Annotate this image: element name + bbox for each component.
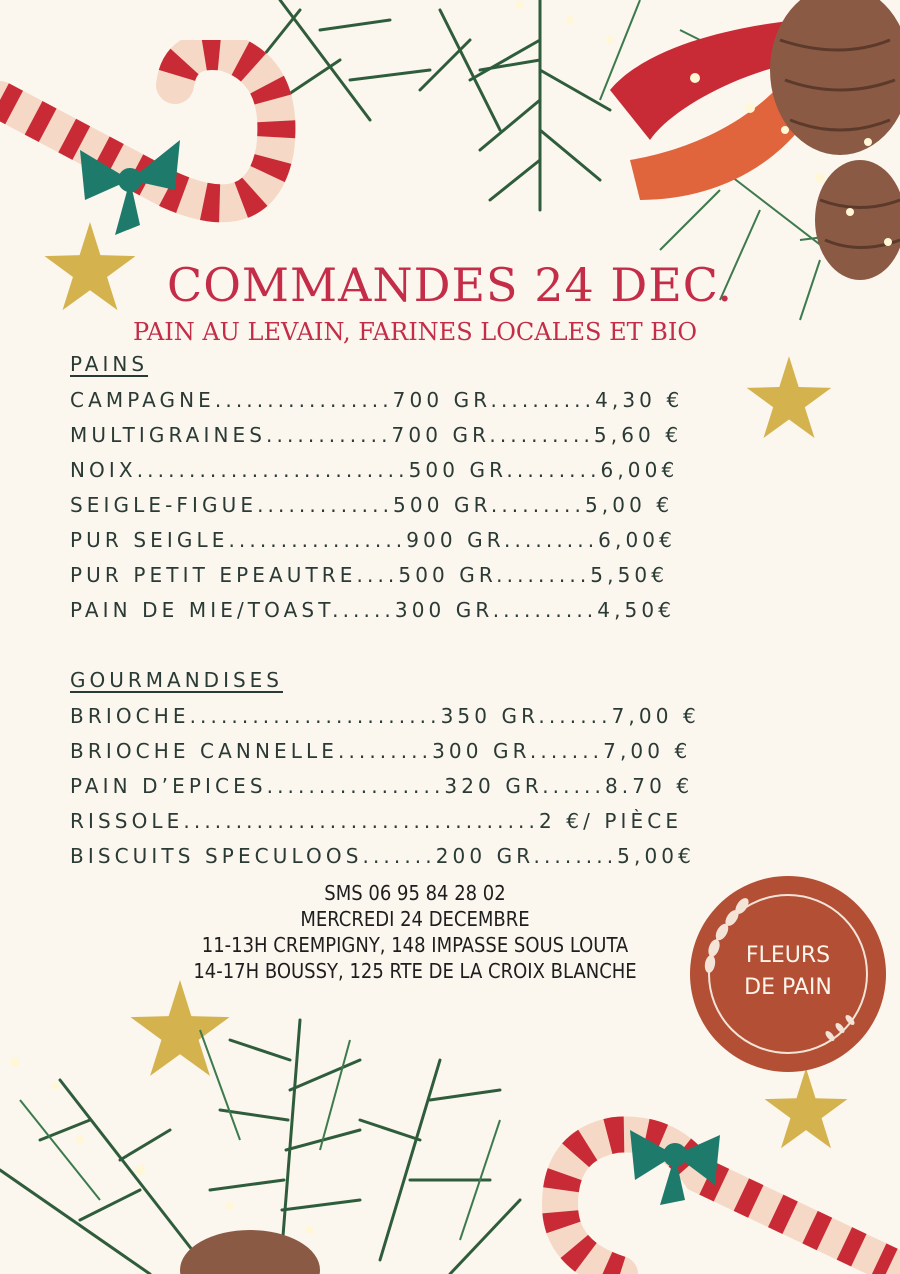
page-title: COMMANDES 24 DEC.	[167, 258, 733, 312]
price-row: PUR SEIGLE.................900 GR.........6,00€	[70, 528, 676, 552]
price-row: BRIOCHE........................350 GR.......7,00 €	[70, 704, 700, 728]
contact-info	[130, 880, 700, 984]
price-row: PUR PETIT EPEAUTRE....500 GR.........5,50€	[70, 563, 669, 587]
price-row: BISCUITS SPECULOOS.......200 GR........5,00€	[70, 844, 695, 868]
candy-cane-bottom-right-decoration	[530, 1115, 900, 1274]
contact-date: MERCREDI 24 DECEMBRE	[300, 907, 530, 931]
contact-location-2: 14-17H BOUSSY, 125 RTE DE LA CROIX BLANCHE	[193, 959, 637, 983]
fleurs-de-pain-logo	[690, 876, 886, 1072]
candy-cane-top-left-decoration	[0, 40, 310, 240]
price-row: SEIGLE-FIGUE.............500 GR.........5,00 €	[70, 493, 674, 517]
logo-line-1: FLEURS	[745, 943, 831, 968]
star-right-decoration	[745, 356, 833, 440]
pine-branches-bottom-decoration	[0, 1000, 600, 1274]
price-row: BRIOCHE CANNELLE.........300 GR.......7,00 €	[70, 739, 692, 763]
contact-sms: SMS 06 95 84 28 02	[324, 881, 506, 905]
section-heading-pains: PAINS	[70, 352, 149, 376]
page-subtitle: PAIN AU LEVAIN, FARINES LOCALES ET BIO	[132, 318, 698, 346]
logo-text	[690, 940, 886, 1004]
price-row: PAIN D’EPICES.................320 GR......8.70 €	[70, 774, 694, 798]
price-row: MULTIGRAINES............700 GR..........5,60 €	[70, 423, 683, 447]
price-row: NOIX..........................500 GR.........6,00€	[70, 458, 679, 482]
section-heading-gourmandises: GOURMANDISES	[70, 668, 283, 692]
wheat-small-icon	[818, 1014, 858, 1044]
price-row: PAIN DE MIE/TOAST......300 GR..........4,50€	[70, 598, 676, 622]
logo-line-2: DE PAIN	[744, 975, 832, 1000]
price-row: RISSOLE..................................2 €/ PIÈCE	[70, 809, 683, 833]
contact-location-1: 11-13H CREMPIGNY, 148 IMPASSE SOUS LOUTA	[201, 933, 629, 957]
price-row: CAMPAGNE.................700 GR..........4,30 €	[70, 388, 684, 412]
